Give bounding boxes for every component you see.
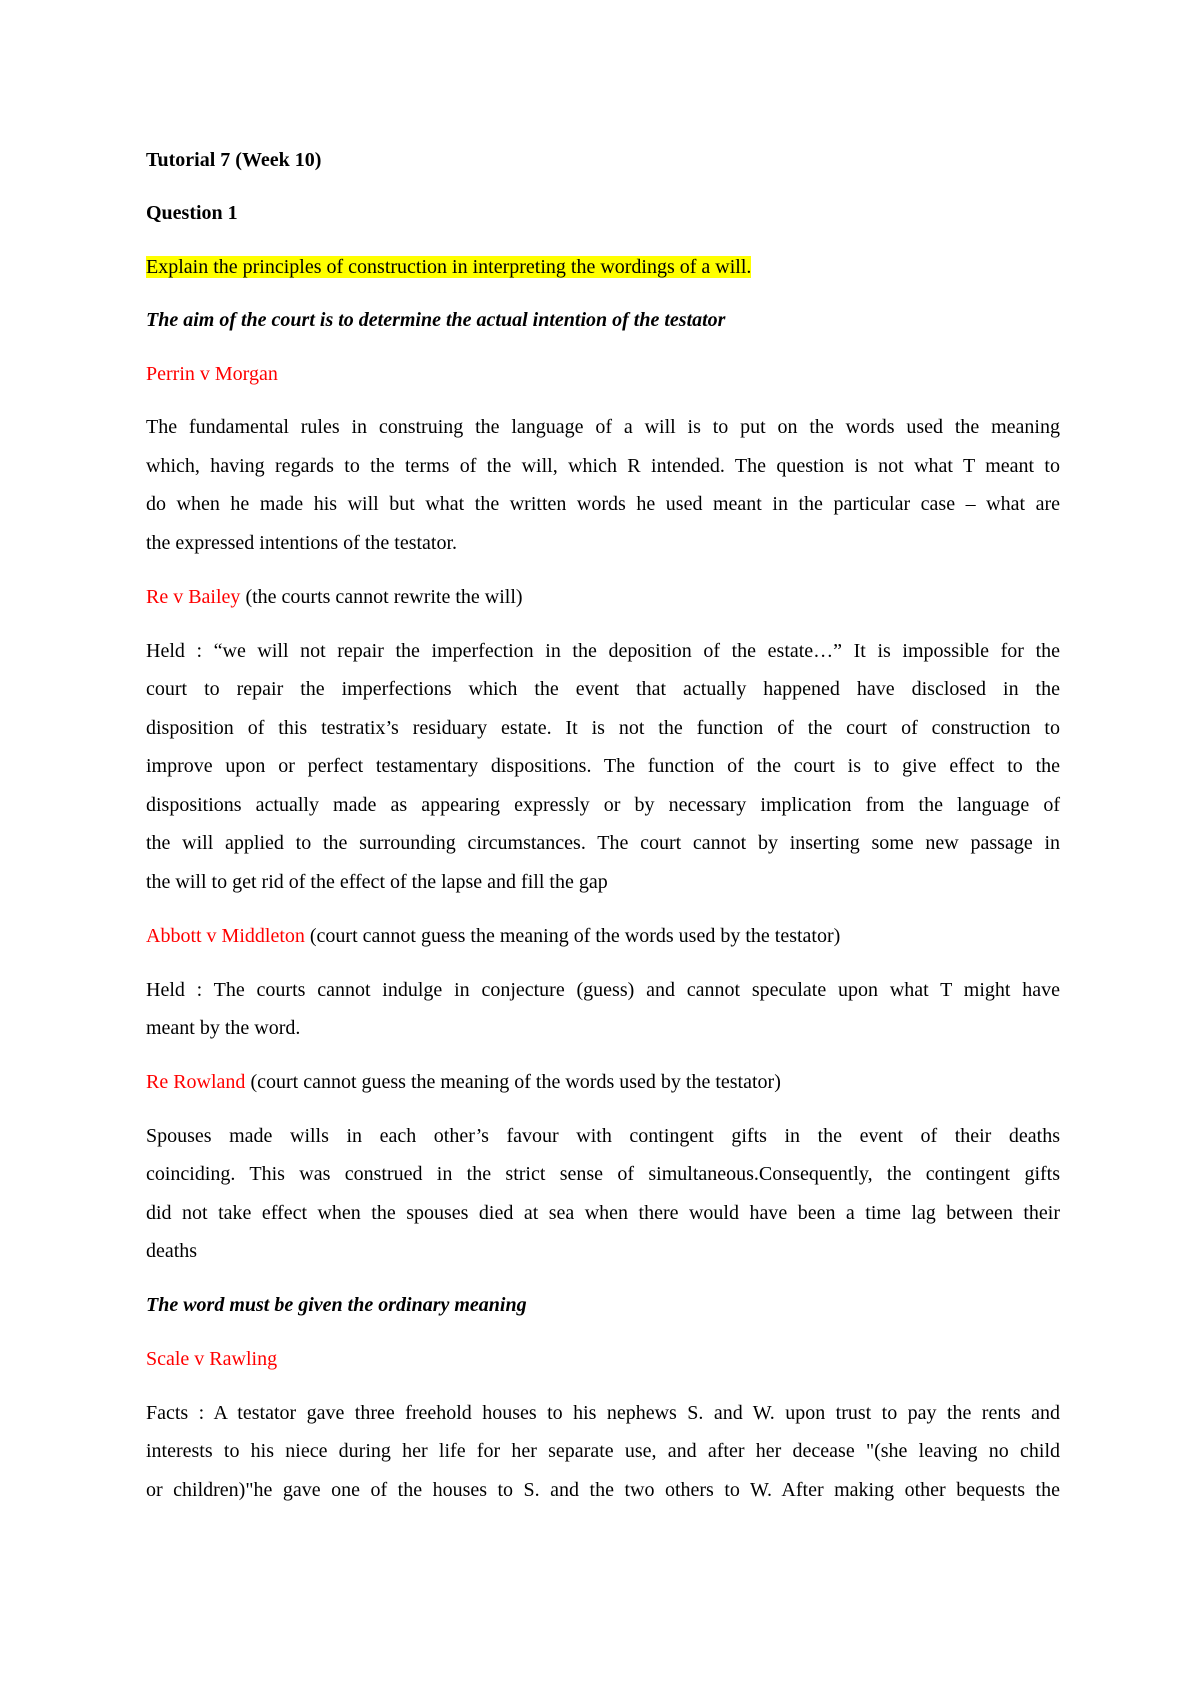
paragraph-line: improve upon or perfect testamentary dispositions. The function of the court is to give effect to the xyxy=(146,755,1060,777)
highlighted-prompt: Explain the principles of construction in interpreting the wordings of a will. xyxy=(146,256,752,278)
case-name-perrin: Perrin v Morgan xyxy=(146,363,278,385)
case-note: (the courts cannot rewrite the will) xyxy=(240,586,523,608)
paragraph-line: or children)"he gave one of the houses to S. and the two others to W. After making other bequests the xyxy=(146,1479,1060,1501)
paragraph-line: interests to his niece during her life for her separate use, and after her decease "(she leaving no child xyxy=(146,1440,1060,1462)
case-name-abbott: Abbott v Middleton xyxy=(146,925,305,947)
document-title: Tutorial 7 (Week 10) xyxy=(146,149,322,171)
case-name-rowland: Re Rowland xyxy=(146,1071,246,1093)
paragraph-line: do when he made his will but what the written words he used meant in the particular case – what are xyxy=(146,493,1060,515)
paragraph-line: Held : The courts cannot indulge in conjecture (guess) and cannot speculate upon what T might have xyxy=(146,979,1060,1001)
question-heading: Question 1 xyxy=(146,202,238,224)
paragraph-line: deaths xyxy=(146,1240,198,1262)
paragraph-line: which, having regards to the terms of the will, which R intended. The question is not what T meant to xyxy=(146,455,1060,477)
paragraph-line: meant by the word. xyxy=(146,1017,301,1039)
principle-heading-ordinary-meaning: The word must be given the ordinary meaning xyxy=(146,1294,527,1316)
case-note: (court cannot guess the meaning of the words used by the testator) xyxy=(245,1071,781,1093)
paragraph-line: disposition of this testratix’s residuary estate. It is not the function of the court of construction to xyxy=(146,717,1060,739)
case-note: (court cannot guess the meaning of the words used by the testator) xyxy=(304,925,841,947)
question-prompt xyxy=(146,254,751,280)
paragraph-line: court to repair the imperfections which the event that actually happened have disclosed in the xyxy=(146,678,1060,700)
paragraph-line: The fundamental rules in construing the language of a will is to put on the words used the meaning xyxy=(146,416,1060,438)
paragraph-line: dispositions actually made as appearing expressly or by necessary implication from the language of xyxy=(146,794,1060,816)
case-heading-abbott xyxy=(146,923,840,949)
paragraph-line: the will to get rid of the effect of the lapse and fill the gap xyxy=(146,871,608,893)
paragraph-line: the expressed intentions of the testator. xyxy=(146,532,458,554)
paragraph-line: Held : “we will not repair the imperfection in the deposition of the estate…” It is impossible for the xyxy=(146,640,1060,662)
principle-heading-intention: The aim of the court is to determine the actual intention of the testator xyxy=(146,309,726,331)
paragraph-line: Spouses made wills in each other’s favour with contingent gifts in the event of their deaths xyxy=(146,1125,1060,1147)
paragraph-line: the will applied to the surrounding circumstances. The court cannot by inserting some new passage in xyxy=(146,832,1060,854)
case-heading-rowland xyxy=(146,1069,781,1095)
case-heading-bailey xyxy=(146,584,523,610)
case-name-scale: Scale v Rawling xyxy=(146,1348,278,1370)
paragraph-line: did not take effect when the spouses died at sea when there would have been a time lag between their xyxy=(146,1202,1060,1224)
case-name-bailey: Re v Bailey xyxy=(146,586,241,608)
paragraph-line: Facts : A testator gave three freehold houses to his nephews S. and W. upon trust to pay the rents and xyxy=(146,1402,1060,1424)
paragraph-line: coinciding. This was construed in the strict sense of simultaneous.Consequently, the contingent gifts xyxy=(146,1163,1060,1185)
